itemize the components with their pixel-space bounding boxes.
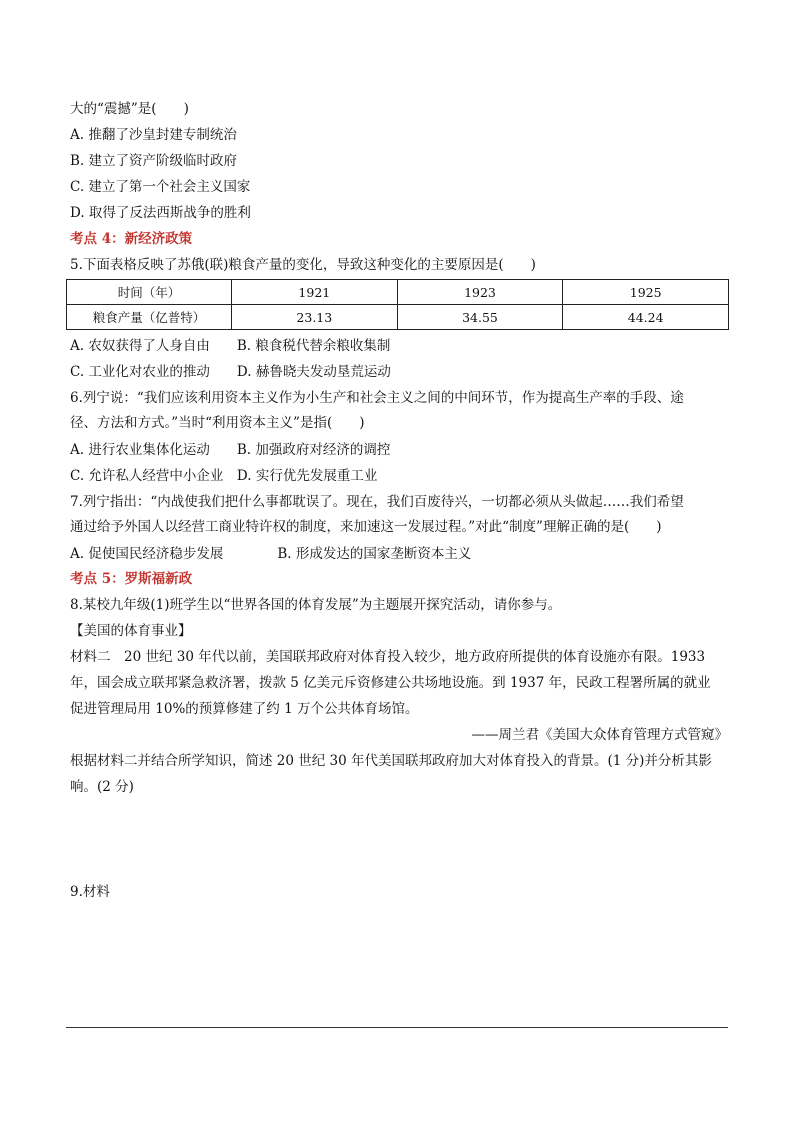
table-cell: 1921 (232, 280, 398, 305)
question-3-option-a: A. 推翻了沙皇封建专制统治 (70, 127, 237, 143)
question-6-options-cd: C. 允许私人经营中小企业 D. 实行优先发展重工业 (70, 468, 378, 484)
question-5-stem: 5.下面表格反映了苏俄(联)粮食产量的变化，导致这种变化的主要原因是( ) (70, 257, 536, 273)
table-header-row (67, 280, 729, 305)
table-cell: 23.13 (232, 305, 398, 330)
material-line-1: 材料二 20 世纪 30 年代以前，美国联邦政府对体育投入较少，地方政府所提供的体育设施亦有限。1933 (70, 649, 706, 665)
table-cell: 粮食产量（亿普特） (67, 305, 232, 330)
question-7-stem-line-1: 7.列宁指出：“内战使我们把什么事都耽误了。现在，我们百废待兴，一切都必须从头做起……我们希望 (70, 494, 684, 510)
section-heading-4: 考点 4：新经济政策 (70, 231, 193, 247)
question-6-stem-line-1: 6.列宁说：“我们应该利用资本主义作为小生产和社会主义之间的中间环节，作为提高生产率的手段、途 (70, 390, 684, 406)
material-source: ——周兰君《美国大众体育管理方式管窥》 (471, 727, 728, 743)
table-cell: 34.55 (397, 305, 563, 330)
question-8-ask-line-2: 响。(2 分) (70, 779, 134, 795)
question-3-option-b: B. 建立了资产阶级临时政府 (70, 153, 238, 169)
question-8-subtitle: 【美国的体育事业】 (70, 623, 192, 639)
question-7-options-ab: A. 促使国民经济稳步发展 B. 形成发达的国家垄断资本主义 (70, 546, 472, 562)
question-5-options-ab: A. 农奴获得了人身自由 B. 粮食税代替余粮收集制 (70, 338, 391, 354)
material-line-3: 促进管理局用 10%的预算修建了约 1 万个公共体育场馆。 (70, 701, 419, 717)
question-3-stem-tail: 大的“震撼”是( ) (70, 101, 189, 117)
table-cell: 时间（年） (67, 280, 232, 305)
material-line-2: 年，国会成立联邦紧急救济署，拨款 5 亿美元斥资修建公共场地设施。到 1937 年，民政工程署所属的就业 (70, 675, 711, 691)
question-7-stem-line-2: 通过给予外国人以经营工商业特许权的制度，来加速这一发展过程。”对此“制度”理解正确的是( ) (70, 519, 662, 535)
question-3-option-c: C. 建立了第一个社会主义国家 (70, 179, 251, 195)
grain-output-table (66, 279, 729, 330)
table-row (67, 305, 729, 330)
table-cell: 44.24 (563, 305, 729, 330)
question-8-ask-line-1: 根据材料二并结合所学知识，简述 20 世纪 30 年代美国联邦政府加大对体育投入的背景。(1 分)并分析其影 (70, 753, 712, 769)
question-9-stem: 9.材料 (70, 884, 110, 900)
question-6-stem-line-2: 径、方法和方式。”当时“利用资本主义”是指( ) (70, 415, 365, 431)
question-5-options-cd: C. 工业化对农业的推动 D. 赫鲁晓夫发动垦荒运动 (70, 364, 391, 380)
section-heading-5: 考点 5：罗斯福新政 (70, 571, 193, 587)
table-cell: 1925 (563, 280, 729, 305)
question-8-stem: 8.某校九年级(1)班学生以“世界各国的体育发展”为主题展开探究活动，请你参与。 (70, 597, 562, 613)
question-3-option-d: D. 取得了反法西斯战争的胜利 (70, 205, 251, 221)
question-6-options-ab: A. 进行农业集体化运动 B. 加强政府对经济的调控 (70, 442, 391, 458)
table-cell: 1923 (397, 280, 563, 305)
footer-rule (66, 1027, 728, 1028)
